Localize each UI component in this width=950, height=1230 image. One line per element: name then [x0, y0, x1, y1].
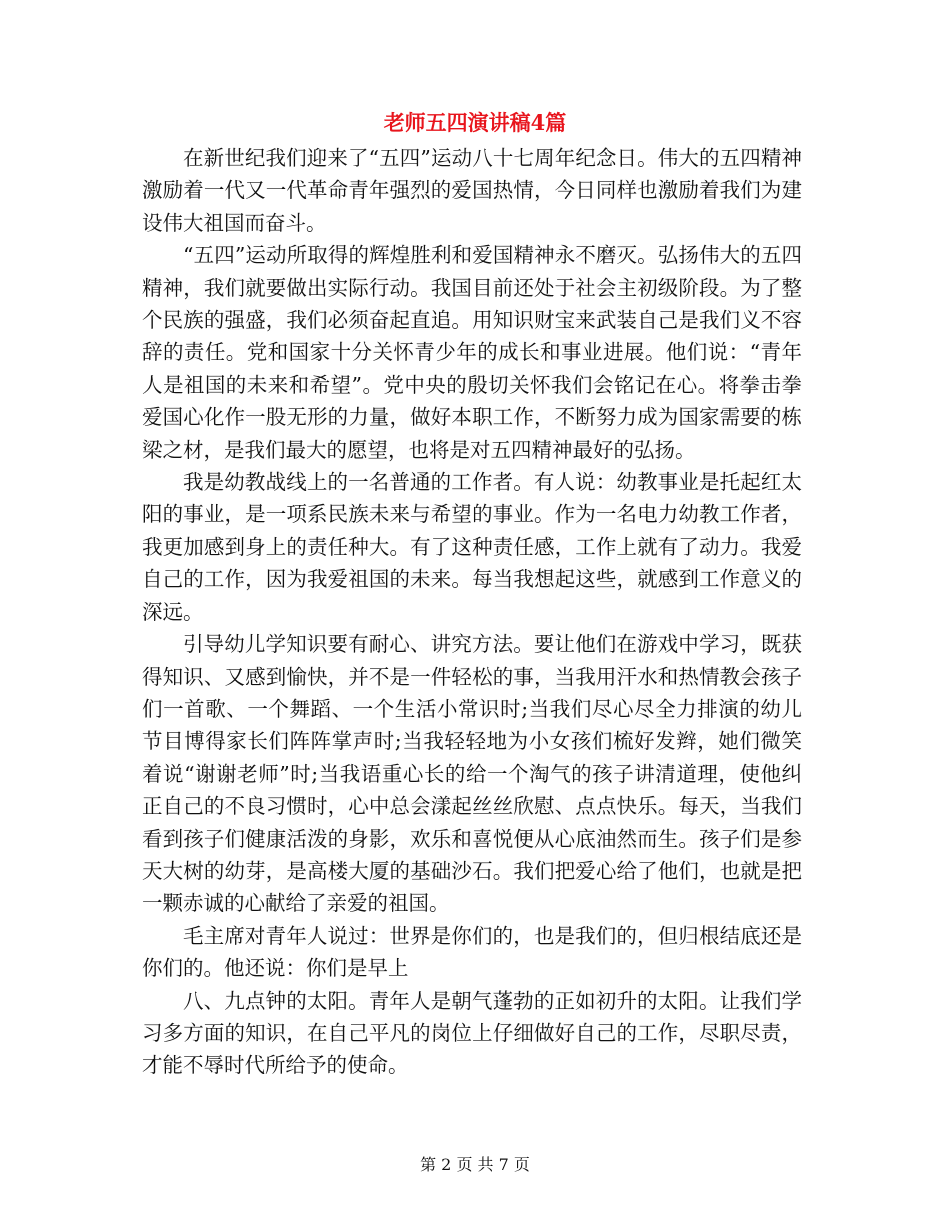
paragraph-1: 在新世纪我们迎来了“五四”运动八十七周年纪念日。伟大的五四精神激励着一代又一代革命青年强烈的爱国热情，今日同样也激励着我们为建设伟大祖国而奋斗。	[142, 146, 802, 235]
document-title: 老师五四演讲稿4篇	[383, 110, 567, 135]
paragraph-4: 引导幼儿学知识要有耐心、讲究方法。要让他们在游戏中学习，既获得知识、又感到愉快，并不是一件轻松的事，当我用汗水和热情教会孩子们一首歌、一个舞蹈、一个生活小常识时;当我们尽心尽全力排演的幼儿节目博得家长们阵阵掌声时;当我轻轻地为小女孩们梳好发辫，她们微笑着说“谢谢老师”时;当我语重心长的给一个淘气的孩子讲清道理，使他纠正自己的不良习惯时，心中总会漾起丝丝欣慰、点点快乐。每天，当我们看到孩子们健康活泼的身影，欢乐和喜悦便从心底油然而生。孩子们是参天大树的幼芽，是高楼大厦的基础沙石。我们把爱心给了他们，也就是把一颗赤诚的心献给了亲爱的祖国。	[142, 632, 802, 916]
paragraph-2: “五四”运动所取得的辉煌胜利和爱国精神永不磨灭。弘扬伟大的五四精神，我们就要做出实际行动。我国目前还处于社会主初级阶段。为了整个民族的强盛，我们必须奋起直追。用知识财宝来武装自己是我们义不容辞的责任。党和国家十分关怀青少年的成长和事业进展。他们说：“青年人是祖国的未来和希望”。党中央的殷切关怀我们会铭记在心。将拳击拳爱国心化作一股无形的力量，做好本职工作，不断努力成为国家需要的栋梁之材，是我们最大的愿望，也将是对五四精神最好的弘扬。	[142, 243, 802, 462]
paragraph-5: 毛主席对青年人说过：世界是你们的，也是我们的，但归根结底还是你们的。他还说：你们是早上	[142, 923, 802, 981]
page-number-footer: 第 2 页 共 7 页	[420, 1155, 530, 1174]
paragraph-6: 八、九点钟的太阳。青年人是朝气蓬勃的正如初升的太阳。让我们学习多方面的知识，在自己平凡的岗位上仔细做好自己的工作，尽职尽责，才能不辱时代所给予的使命。	[142, 988, 802, 1078]
paragraph-3: 我是幼教战线上的一名普通的工作者。有人说：幼教事业是托起红太阳的事业，是一项系民族未来与希望的事业。作为一名电力幼教工作者，我更加感到身上的责任种大。有了这种责任感，工作上就有了动力。我爱自己的工作，因为我爱祖国的未来。每当我想起这些，就感到工作意义的深远。	[142, 470, 802, 624]
document-body	[142, 142, 802, 1082]
